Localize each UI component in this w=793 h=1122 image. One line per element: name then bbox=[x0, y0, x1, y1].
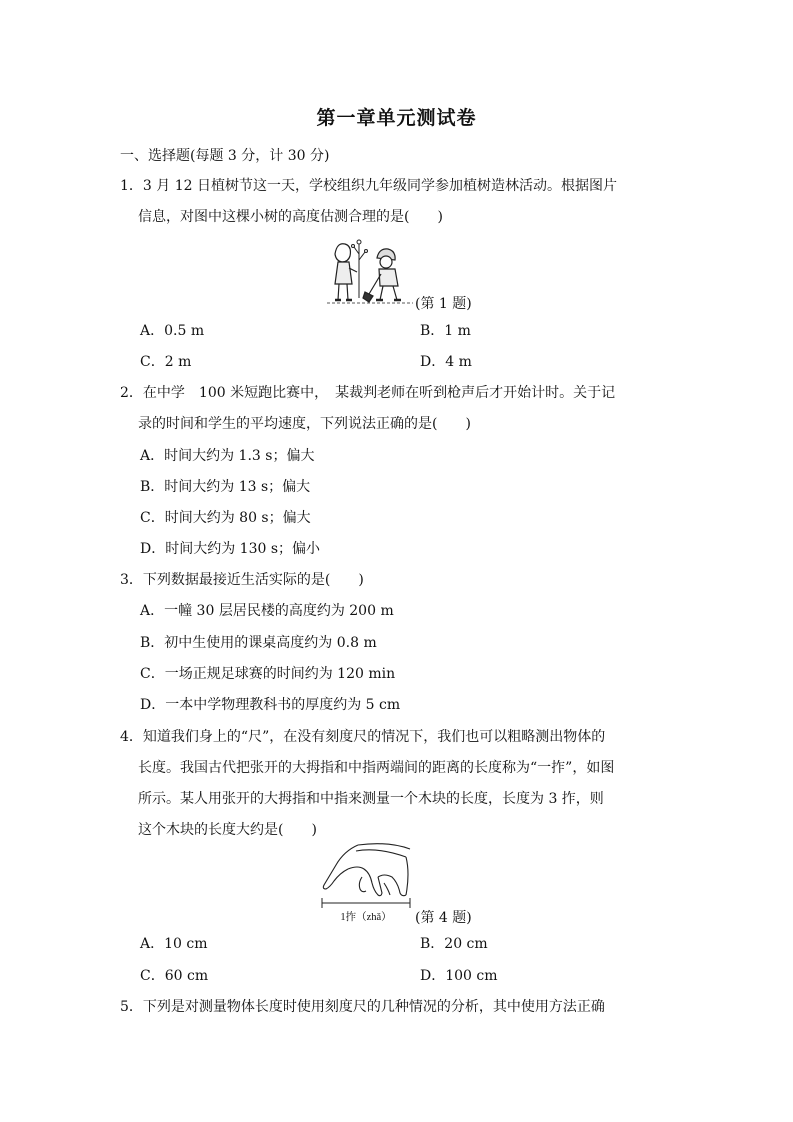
child-left-figure bbox=[335, 244, 357, 300]
q2-option-c[interactable]: C．时间大约为 80 s；偏大 bbox=[140, 510, 311, 526]
tree-planting-figure bbox=[325, 236, 415, 308]
span-unit-label: 1拃（zhǎ） bbox=[340, 912, 392, 923]
sapling-figure bbox=[352, 240, 368, 298]
hand-span-figure bbox=[318, 843, 414, 927]
q1-option-a[interactable]: A．0.5 m bbox=[140, 323, 205, 339]
q5-stem-line-1: 5．下列是对测量物体长度时使用刻度尺的几种情况的分析，其中使用方法正确 bbox=[120, 999, 605, 1015]
section-heading: 一、选择题(每题 3 分，计 30 分) bbox=[120, 148, 330, 164]
q4-figure-caption: (第 4 题) bbox=[415, 910, 472, 926]
page-title: 第一章单元测试卷 bbox=[316, 107, 477, 129]
q2-option-b[interactable]: B．时间大约为 13 s；偏大 bbox=[140, 479, 311, 495]
q1-figure-caption: (第 1 题) bbox=[415, 296, 472, 312]
q4-stem-line-1: 4．知道我们身上的“尺”，在没有刻度尺的情况下，我们也可以粗略测出物体的 bbox=[120, 729, 606, 745]
q3-option-c[interactable]: C．一场正规足球赛的时间约为 120 min bbox=[140, 666, 396, 682]
q4-stem-line-3: 所示。某人用张开的大拇指和中指来测量一个木块的长度，长度为 3 拃，则 bbox=[138, 791, 604, 807]
q2-option-a[interactable]: A．时间大约为 1.3 s；偏大 bbox=[140, 448, 315, 464]
q4-stem-line-2: 长度。我国古代把张开的大拇指和中指两端间的距离的长度称为“一拃”，如图 bbox=[138, 760, 615, 776]
q3-stem: 3．下列数据最接近生活实际的是( ) bbox=[120, 572, 364, 588]
q1-stem-line-2: 信息，对图中这棵小树的高度估测合理的是( ) bbox=[138, 209, 443, 225]
q4-option-d[interactable]: D．100 cm bbox=[420, 968, 498, 984]
q3-option-a[interactable]: A．一幢 30 层居民楼的高度约为 200 m bbox=[140, 603, 394, 619]
q4-option-c[interactable]: C．60 cm bbox=[140, 968, 209, 984]
q4-option-b[interactable]: B．20 cm bbox=[420, 936, 488, 952]
q2-stem-line-2: 录的时间和学生的平均速度，下列说法正确的是( ) bbox=[138, 416, 471, 432]
q2-option-d[interactable]: D．时间大约为 130 s；偏小 bbox=[140, 541, 321, 557]
q2-stem-line-1: 2．在中学 100 米短跑比赛中， 某裁判老师在听到枪声后才开始计时。关于记 bbox=[120, 385, 616, 401]
q3-option-b[interactable]: B．初中生使用的课桌高度约为 0.8 m bbox=[140, 635, 377, 651]
q1-option-d[interactable]: D．4 m bbox=[420, 354, 472, 370]
hand-figure bbox=[323, 844, 410, 896]
span-measure-line bbox=[322, 898, 410, 908]
child-right-figure bbox=[363, 249, 401, 302]
q1-option-c[interactable]: C．2 m bbox=[140, 354, 192, 370]
q3-option-d[interactable]: D．一本中学物理教科书的厚度约为 5 cm bbox=[140, 697, 401, 713]
q4-stem-line-4: 这个木块的长度大约是( ) bbox=[138, 822, 317, 838]
q1-option-b[interactable]: B．1 m bbox=[420, 323, 471, 339]
q4-option-a[interactable]: A．10 cm bbox=[140, 936, 208, 952]
q1-stem-line-1: 1．3 月 12 日植树节这一天，学校组织九年级同学参加植树造林活动。根据图片 bbox=[120, 178, 617, 194]
